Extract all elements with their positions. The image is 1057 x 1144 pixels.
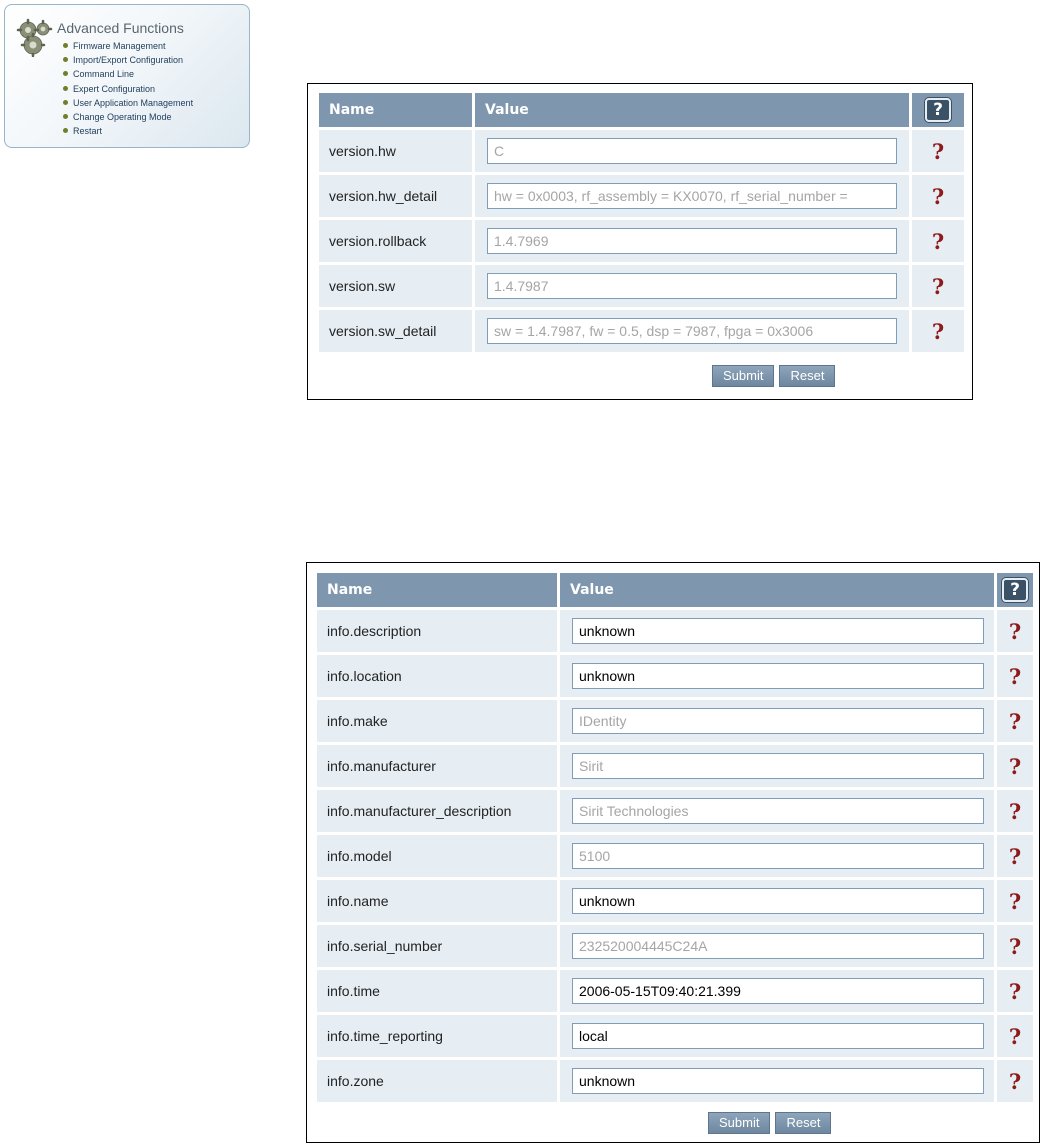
version-config-form <box>307 83 973 400</box>
field-value-input[interactable] <box>572 618 984 644</box>
table-row <box>317 835 1033 877</box>
help-question-icon[interactable]: ? <box>931 138 945 164</box>
help-badge-icon[interactable]: ? <box>1002 578 1028 602</box>
field-name-label: info.make <box>317 700 557 742</box>
help-question-icon[interactable]: ? <box>1008 798 1022 824</box>
help-cell <box>997 1015 1033 1057</box>
field-value-input[interactable] <box>487 273 897 299</box>
field-value-input[interactable] <box>572 1068 984 1094</box>
help-question-icon[interactable]: ? <box>1008 663 1022 689</box>
help-cell <box>912 220 964 262</box>
field-value-cell <box>560 700 994 742</box>
field-name-label: version.sw <box>319 265 472 307</box>
submit-button[interactable]: Submit <box>712 365 774 387</box>
field-value-cell <box>560 880 994 922</box>
info-form-buttons <box>708 1112 836 1134</box>
help-question-icon[interactable]: ? <box>1008 933 1022 959</box>
help-question-icon[interactable]: ? <box>1008 888 1022 914</box>
version-config-table <box>316 90 967 355</box>
field-value-input[interactable] <box>487 318 897 344</box>
field-value-input[interactable] <box>572 978 984 1004</box>
menu-item-change-operating-mode[interactable]: Change Operating Mode <box>63 110 193 124</box>
field-name-label: version.hw_detail <box>319 175 472 217</box>
help-question-icon[interactable]: ? <box>1008 708 1022 734</box>
help-cell <box>997 925 1033 967</box>
help-cell <box>997 835 1033 877</box>
help-cell <box>997 700 1033 742</box>
table-row <box>319 265 964 307</box>
table-header-row <box>317 573 1033 607</box>
help-cell <box>997 655 1033 697</box>
help-cell <box>997 790 1033 832</box>
table-row <box>317 745 1033 787</box>
help-cell <box>997 610 1033 652</box>
field-name-label: info.model <box>317 835 557 877</box>
field-name-label: info.name <box>317 880 557 922</box>
menu-item-expert-configuration[interactable]: Expert Configuration <box>63 82 193 96</box>
field-name-label: info.zone <box>317 1060 557 1102</box>
field-name-label: version.sw_detail <box>319 310 472 352</box>
menu-item-import-export-configuration[interactable]: Import/Export Configuration <box>63 53 193 67</box>
field-value-input[interactable] <box>487 228 897 254</box>
help-cell <box>912 175 964 217</box>
field-value-cell <box>560 925 994 967</box>
table-row <box>319 310 964 352</box>
help-cell <box>912 310 964 352</box>
help-cell <box>912 130 964 172</box>
field-name-label: info.manufacturer <box>317 745 557 787</box>
field-name-label: info.serial_number <box>317 925 557 967</box>
field-value-cell <box>560 610 994 652</box>
help-question-icon[interactable]: ? <box>1008 843 1022 869</box>
field-value-input[interactable] <box>572 933 984 959</box>
help-question-icon[interactable]: ? <box>1008 1068 1022 1094</box>
table-row <box>319 130 964 172</box>
value-column-header: Value <box>560 573 994 607</box>
menu-item-firmware-management[interactable]: Firmware Management <box>63 39 193 53</box>
help-question-icon[interactable]: ? <box>1008 618 1022 644</box>
name-column-header: Name <box>317 573 557 607</box>
help-question-icon[interactable]: ? <box>1008 978 1022 1004</box>
field-value-cell <box>475 130 909 172</box>
table-row <box>319 175 964 217</box>
help-badge-icon[interactable]: ? <box>925 98 951 122</box>
info-config-form <box>306 562 1040 1143</box>
gear-icon <box>15 17 55 57</box>
field-value-input[interactable] <box>572 798 984 824</box>
panel-title: Advanced Functions <box>57 20 184 36</box>
help-question-icon[interactable]: ? <box>931 273 945 299</box>
field-name-label: info.time <box>317 970 557 1012</box>
help-cell <box>997 970 1033 1012</box>
table-row <box>317 700 1033 742</box>
table-row <box>317 610 1033 652</box>
field-value-cell <box>560 835 994 877</box>
field-value-input[interactable] <box>572 708 984 734</box>
table-row <box>319 220 964 262</box>
help-cell <box>997 745 1033 787</box>
value-column-header: Value <box>475 93 909 127</box>
field-name-label: version.hw <box>319 130 472 172</box>
field-name-label: info.time_reporting <box>317 1015 557 1057</box>
info-config-table <box>314 570 1036 1105</box>
field-value-cell <box>475 220 909 262</box>
field-value-cell <box>560 970 994 1012</box>
field-name-label: info.manufacturer_description <box>317 790 557 832</box>
field-value-input[interactable] <box>572 663 984 689</box>
table-row <box>317 790 1033 832</box>
field-value-cell <box>560 790 994 832</box>
menu-item-command-line[interactable]: Command Line <box>63 67 193 81</box>
help-question-icon[interactable]: ? <box>931 318 945 344</box>
help-column-header <box>912 93 964 127</box>
table-row <box>317 1015 1033 1057</box>
field-name-label: info.location <box>317 655 557 697</box>
table-header-row <box>319 93 964 127</box>
field-value-cell <box>475 310 909 352</box>
field-value-input[interactable] <box>487 183 897 209</box>
help-cell <box>997 880 1033 922</box>
advanced-functions-panel <box>4 4 250 148</box>
field-value-input[interactable] <box>572 843 984 869</box>
reset-button[interactable]: Reset <box>779 365 835 387</box>
table-row <box>317 925 1033 967</box>
help-cell <box>912 265 964 307</box>
name-column-header: Name <box>319 93 472 127</box>
reset-button[interactable]: Reset <box>775 1112 831 1134</box>
submit-button[interactable]: Submit <box>708 1112 770 1134</box>
field-value-cell <box>475 265 909 307</box>
table-row <box>317 880 1033 922</box>
help-question-icon[interactable]: ? <box>931 183 945 209</box>
advanced-functions-menu <box>63 39 193 138</box>
field-value-cell <box>475 175 909 217</box>
version-form-buttons <box>712 365 840 387</box>
field-value-cell <box>560 745 994 787</box>
help-question-icon[interactable]: ? <box>1008 1023 1022 1049</box>
help-question-icon[interactable]: ? <box>1008 753 1022 779</box>
table-row <box>317 655 1033 697</box>
table-row <box>317 970 1033 1012</box>
table-row <box>317 1060 1033 1102</box>
field-value-cell <box>560 655 994 697</box>
field-name-label: version.rollback <box>319 220 472 262</box>
field-value-input[interactable] <box>572 753 984 779</box>
help-cell <box>997 1060 1033 1102</box>
field-value-cell <box>560 1015 994 1057</box>
field-value-cell <box>560 1060 994 1102</box>
field-value-input[interactable] <box>487 138 897 164</box>
field-value-input[interactable] <box>572 888 984 914</box>
field-value-input[interactable] <box>572 1023 984 1049</box>
menu-item-restart[interactable]: Restart <box>63 124 193 138</box>
help-column-header <box>997 573 1033 607</box>
field-name-label: info.description <box>317 610 557 652</box>
menu-item-user-application-management[interactable]: User Application Management <box>63 96 193 110</box>
help-question-icon[interactable]: ? <box>931 228 945 254</box>
